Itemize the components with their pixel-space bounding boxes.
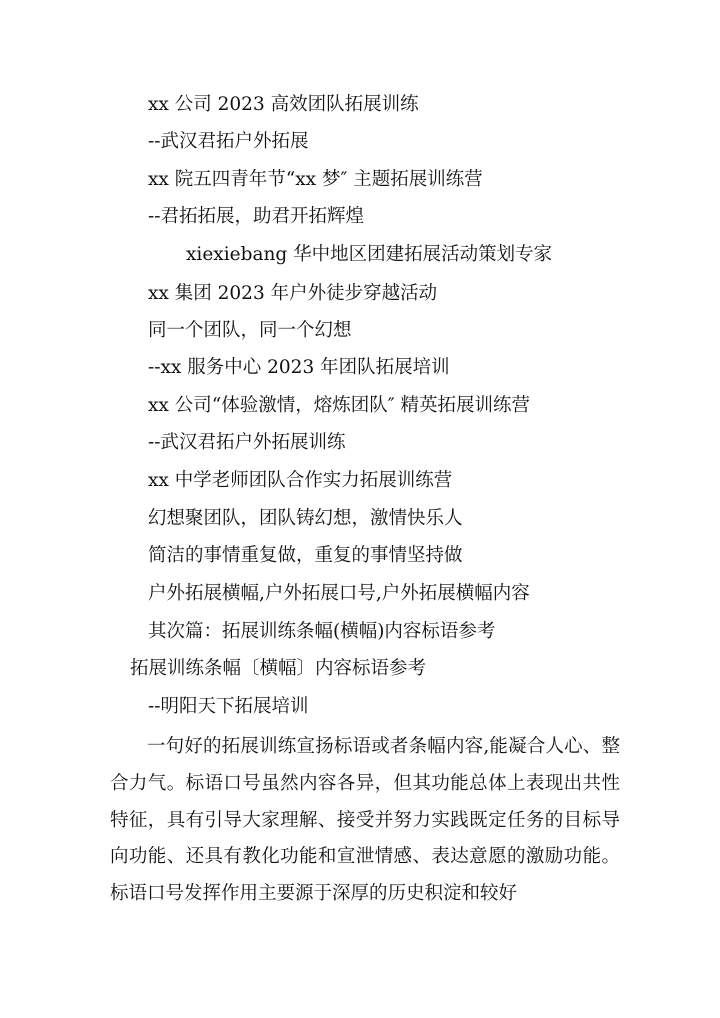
text-line: --明阳天下拓展培训 xyxy=(148,696,309,717)
text-line: xx 院五四青年节“xx 梦″ 主题拓展训练营 xyxy=(148,169,483,190)
text-line: --君拓拓展，助君开拓辉煌 xyxy=(148,206,365,227)
text-line: --武汉君拓户外拓展 xyxy=(148,131,309,152)
text-line: xiexiebang 华中地区团建拓展活动策划专家 xyxy=(186,244,553,265)
text-line: 同一个团队，同一个幻想 xyxy=(148,320,352,341)
text-line: xx 公司“体验激情，熔炼团队″ 精英拓展训练营 xyxy=(148,395,530,416)
text-line: --武汉君拓户外拓展训练 xyxy=(148,432,346,453)
text-line: xx 集团 2023 年户外徒步穿越活动 xyxy=(148,283,438,304)
text-line: xx 公司 2023 高效团队拓展训练 xyxy=(148,94,419,115)
body-paragraph: 一句好的拓展训练宣扬标语或者条幅内容,能凝合人心、整合力气。标语口号虽然内容各异，但其功能总体上表现出共性特征，具有引导大家理解、接受并努力实践既定任务的目标导向功能、还具有教化功能和宣泄情感、表达意愿的激励功能。标语口号发挥作用主要源于深厚的历史积淀和较好 xyxy=(110,736,620,905)
text-line: 幻想聚团队，团队铸幻想，激情快乐人 xyxy=(148,508,463,529)
text-line: 简洁的事情重复做，重复的事情坚持做 xyxy=(148,545,463,566)
text-line: --xx 服务中心 2023 年团队拓展培训 xyxy=(148,357,450,378)
text-line: xx 中学老师团队合作实力拓展训练营 xyxy=(148,470,453,491)
text-line: 拓展训练条幅〔横幅〕内容标语参考 xyxy=(130,658,427,679)
text-line: 其次篇：拓展训练条幅(横幅)内容标语参考 xyxy=(148,621,496,642)
text-line: 户外拓展横幅,户外拓展口号,户外拓展横幅内容 xyxy=(148,583,530,604)
